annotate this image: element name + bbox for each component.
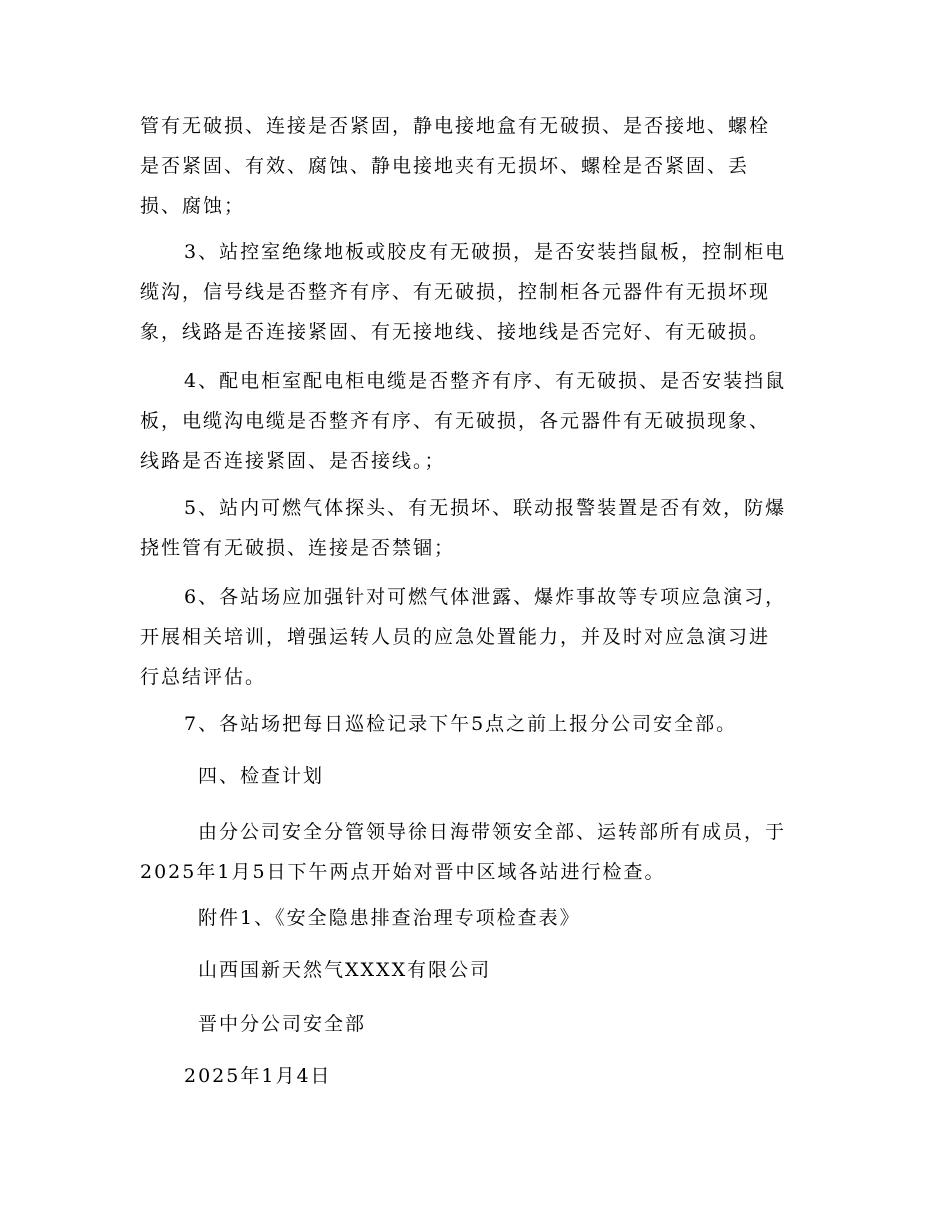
paragraph-plan: 由分公司安全分管领导徐日海带领安全部、运转部所有成员，于 2025年1月5日下午两点开始对晋中区域各站进行检查。 (140, 821, 787, 883)
paragraph-item-3: 3、站控室绝缘地板或胶皮有无破损，是否安装挡鼠板，控制柜电 缆沟，信号线是否整齐有序、有无破损，控制柜各元器件有无损坏现 象，线路是否连接紧固、有无接地线、接地线是否完好、有无破损。 (140, 241, 787, 343)
company-name: 山西国新天然气XXXX有限公司 (198, 959, 492, 981)
line: 损、腐蚀； (140, 195, 246, 217)
department-name: 晋中分公司安全部 (198, 1013, 367, 1035)
attachment-line: 附件1、《安全隐患排查治理专项检查表》 (198, 907, 581, 929)
section-heading: 四、检查计划 (198, 765, 325, 787)
line: 管有无破损、连接是否紧固，静电接地盒有无破损、是否接地、螺栓 (140, 115, 771, 137)
paragraph-inspection-continued (140, 106, 810, 226)
paragraph-item-6: 6、各站场应加强针对可燃气体泄露、爆炸事故等专项应急演习， 开展相关培训，增强运转人员的应急处置能力，并及时对应急演习进 行总结评估。 (140, 586, 787, 688)
line: 是否紧固、有效、腐蚀、静电接地夹有无损坏、螺栓是否紧固、丢 (140, 155, 750, 177)
paragraph-item-4: 4、配电柜室配电柜电缆是否整齐有序、有无破损、是否安装挡鼠 板，电缆沟电缆是否整齐有序、有无破损，各元器件有无破损现象、 线路是否连接紧固、是否接线。； (140, 370, 787, 472)
paragraph-item-7: 7、各站场把每日巡检记录下午5点之前上报分公司安全部。 (184, 713, 738, 735)
document-date: 2025年1月4日 (184, 1065, 332, 1087)
paragraph-item-5: 5、站内可燃气体探头、有无损坏、联动报警装置是否有效，防爆 挠性管有无破损、连接是否禁锢； (140, 497, 787, 559)
